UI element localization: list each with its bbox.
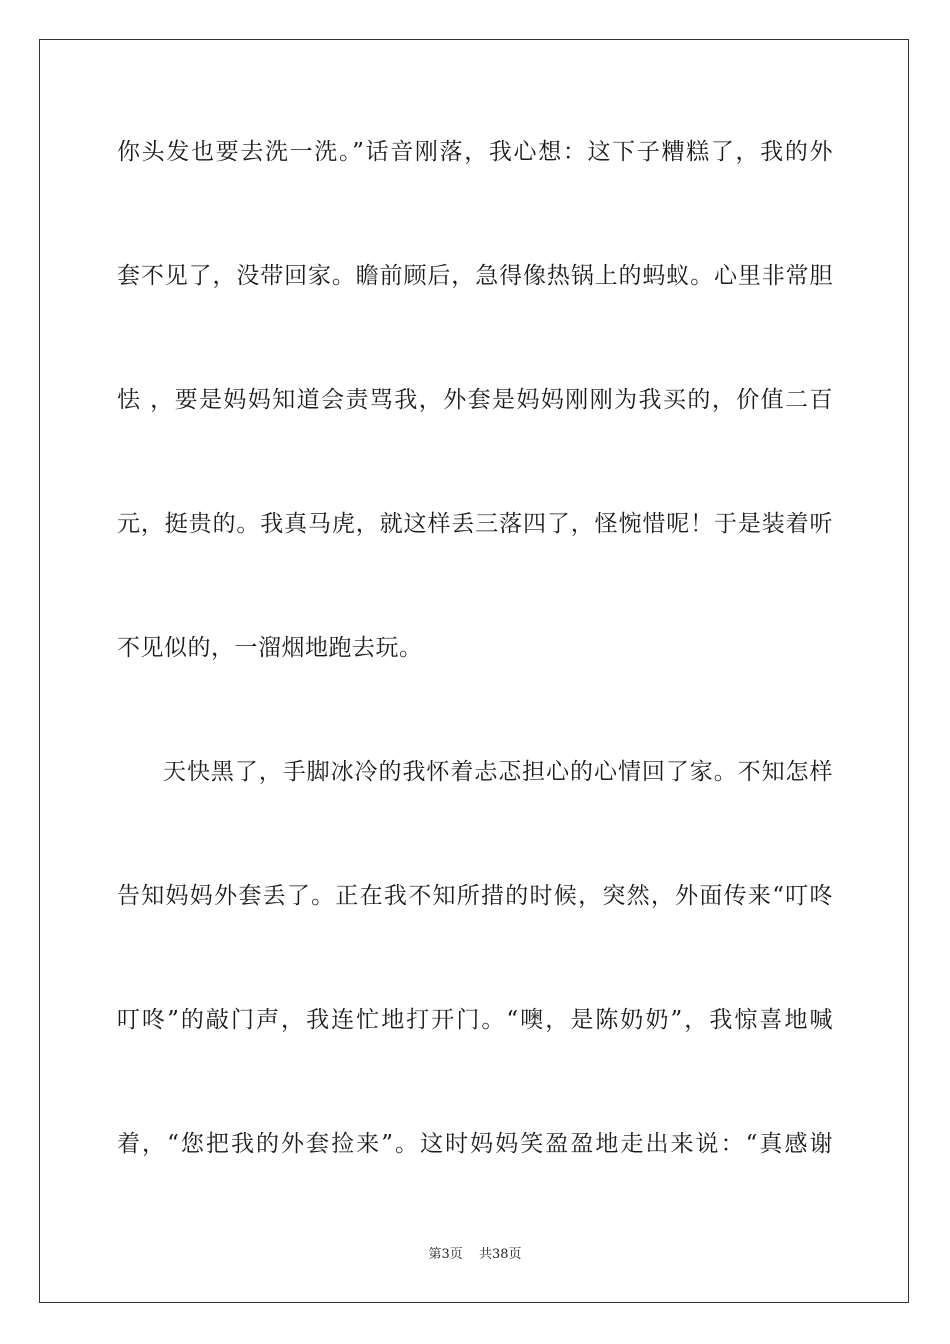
text-line: 天快黑了，手脚冰冷的我怀着忐忑担心的心情回了家。不知怎样 <box>163 759 833 785</box>
text-line: 套不见了，没带回家。瞻前顾后，急得像热锅上的蚂蚁。心里非常胆 <box>117 263 833 289</box>
text-line: 元，挺贵的。我真马虎，就这样丢三落四了，怪惋惜呢！于是装着听 <box>117 511 833 537</box>
text-line: 告知妈妈外套丢了。正在我不知所措的时候，突然，外面传来“叮咚 <box>117 883 833 909</box>
page-footer <box>0 1246 950 1264</box>
page-border <box>39 39 909 1303</box>
text-line: 叮咚”的敲门声，我连忙地打开门。“噢，是陈奶奶”，我惊喜地喊 <box>117 1007 833 1033</box>
page-total: 共38页 <box>478 1247 522 1262</box>
text-line: 你头发也要去洗一洗。”话音刚落，我心想：这下子糟糕了，我的外 <box>117 139 833 165</box>
text-line: 不见似的，一溜烟地跑去玩。 <box>117 635 423 661</box>
text-line: 着，“您把我的外套捡来”。这时妈妈笑盈盈地走出来说：“真感谢 <box>117 1131 833 1157</box>
page-number: 第3页 <box>428 1247 463 1262</box>
text-line: 怯 ，要是妈妈知道会责骂我，外套是妈妈刚刚为我买的，价值二百 <box>117 387 833 413</box>
